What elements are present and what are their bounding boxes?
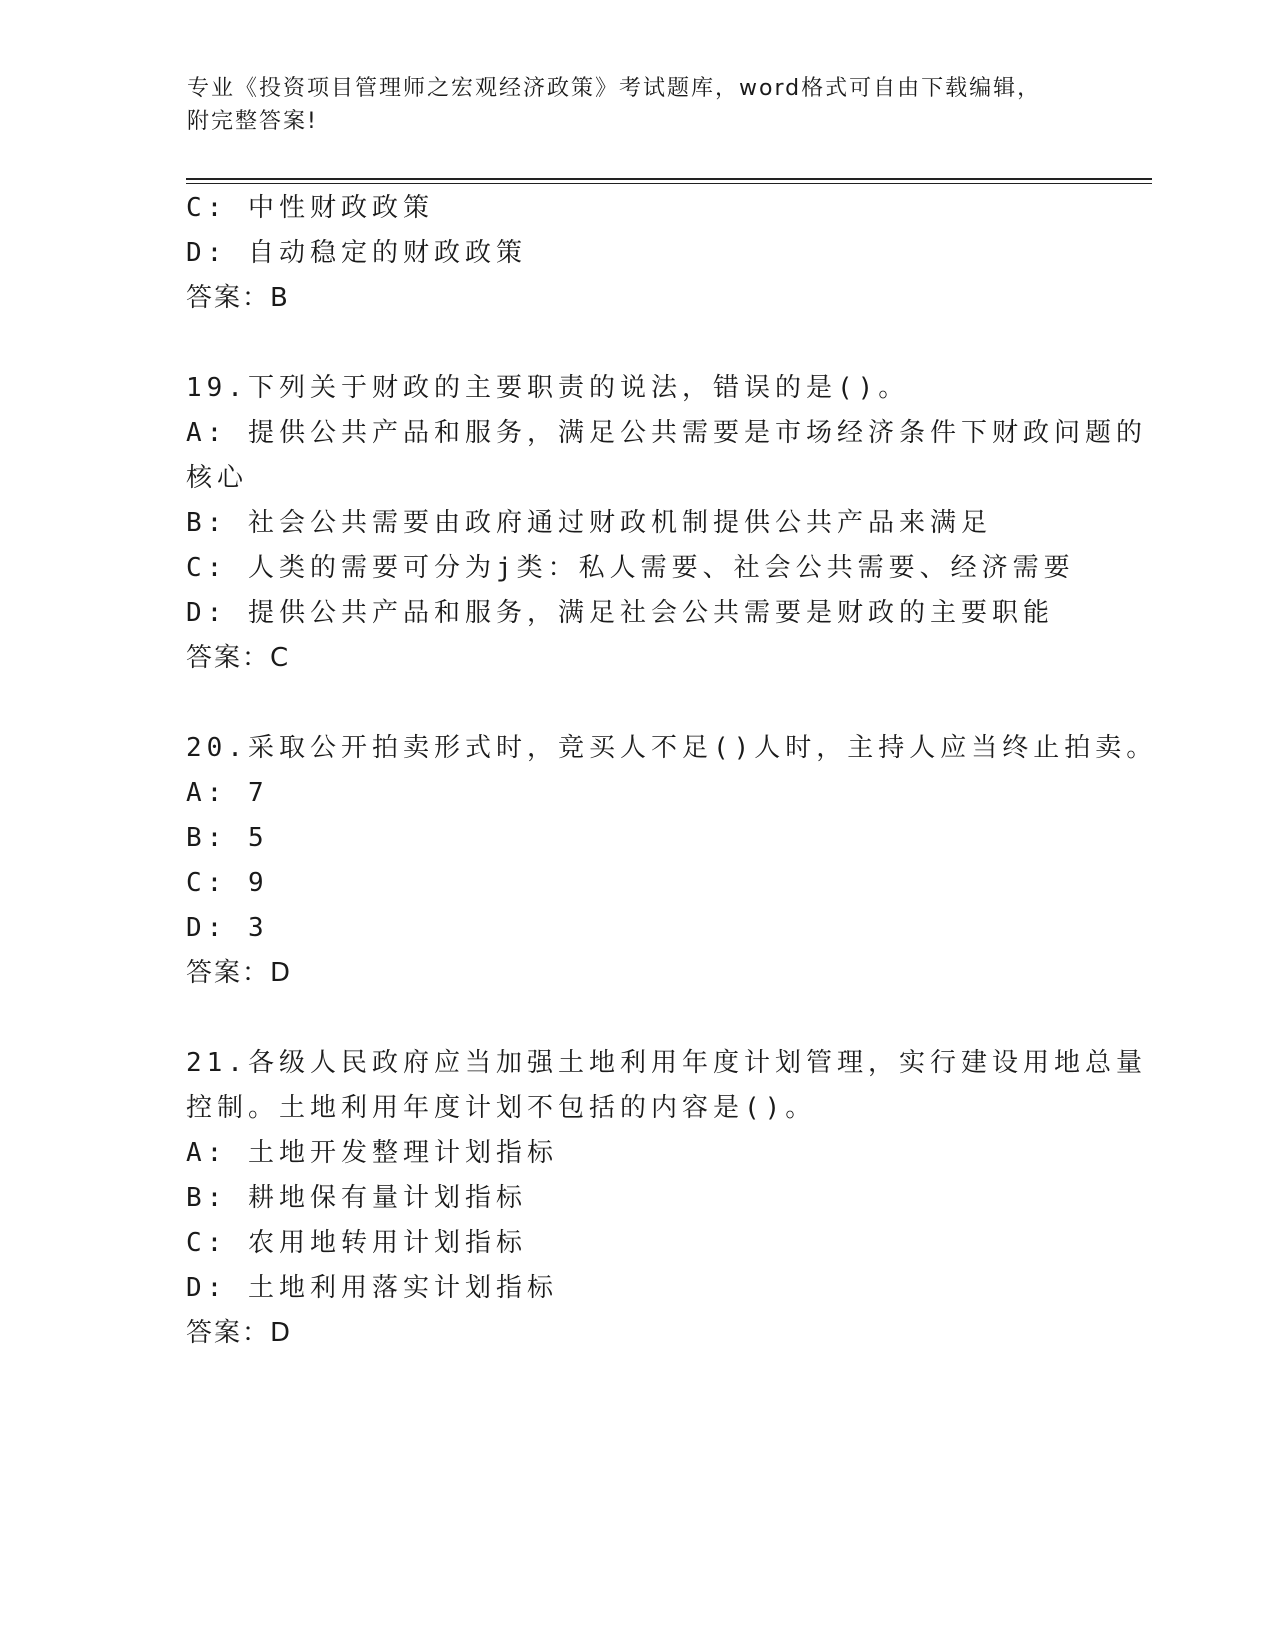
- option-a: A: 7: [186, 778, 269, 808]
- header-divider-thin: [186, 183, 1152, 184]
- question-stem: 19.下列关于财政的主要职责的说法，错误的是()。: [186, 373, 910, 403]
- option-d: D: 自动稳定的财政政策: [186, 238, 527, 268]
- option-c: C: 农用地转用计划指标: [186, 1228, 527, 1258]
- answer-line: 答案：B: [186, 283, 290, 313]
- header-line-1: 专业《投资项目管理师之宏观经济政策》考试题库，word格式可自由下载编辑，: [187, 76, 1042, 101]
- answer-line: 答案：D: [186, 958, 293, 988]
- answer-line: 答案：D: [186, 1318, 293, 1348]
- header-line-2: 附完整答案!: [187, 109, 318, 134]
- answer-line: 答案：C: [186, 643, 291, 673]
- option-a-continuation: 核心: [186, 463, 249, 493]
- option-a: A: 提供公共产品和服务，满足公共需要是市场经济条件下财政问题的: [186, 418, 1147, 448]
- option-d: D: 土地利用落实计划指标: [186, 1273, 558, 1303]
- option-c: C: 中性财政政策: [186, 193, 434, 223]
- option-b: B: 5: [186, 823, 269, 853]
- continued-question: [186, 186, 1086, 321]
- option-b: B: 耕地保有量计划指标: [186, 1183, 527, 1213]
- spacer: [186, 996, 1086, 1041]
- option-d: D: 3: [186, 913, 269, 943]
- option-b: B: 社会公共需要由政府通过财政机制提供公共产品来满足: [186, 508, 992, 538]
- spacer: [186, 681, 1086, 726]
- option-c: C: 人类的需要可分为j类：私人需要、社会公共需要、经济需要: [186, 553, 1075, 583]
- question-21: [186, 1041, 1147, 1356]
- option-a: A: 土地开发整理计划指标: [186, 1138, 558, 1168]
- question-content: [186, 186, 1158, 1356]
- option-c: C: 9: [186, 868, 269, 898]
- question-stem-continuation: 控制。土地利用年度计划不包括的内容是()。: [186, 1093, 817, 1123]
- document-header: [187, 72, 1067, 138]
- question-20: [186, 726, 1158, 996]
- header-divider-thick: [186, 178, 1152, 180]
- question-stem: 20.采取公开拍卖形式时，竞买人不足()人时，主持人应当终止拍卖。: [186, 733, 1158, 763]
- question-19: [186, 366, 1147, 681]
- spacer: [186, 321, 1086, 366]
- option-d: D: 提供公共产品和服务，满足社会公共需要是财政的主要职能: [186, 598, 1054, 628]
- question-stem: 21.各级人民政府应当加强土地利用年度计划管理，实行建设用地总量: [186, 1048, 1147, 1078]
